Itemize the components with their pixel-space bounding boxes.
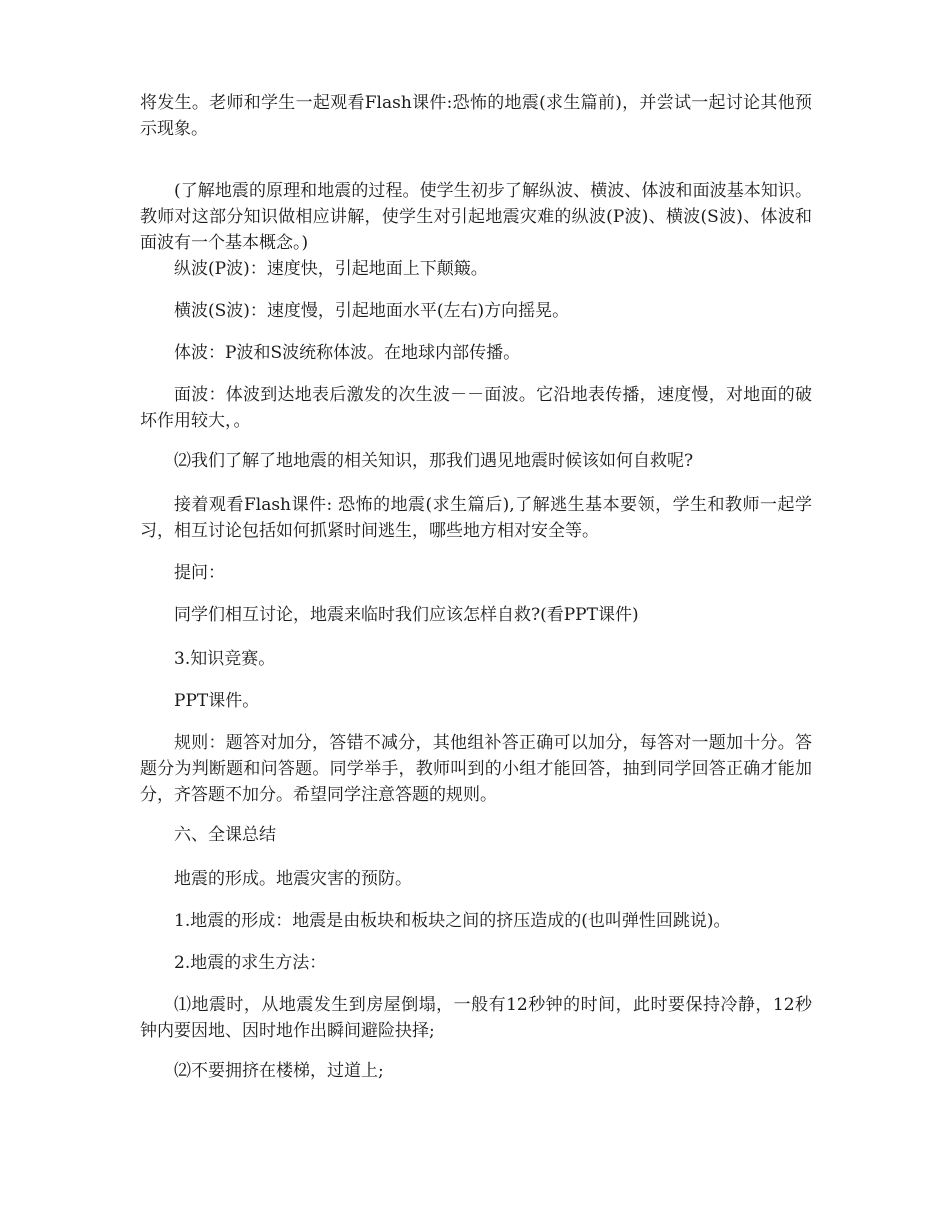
- paragraph-s-wave: 横波(S波)：速度慢，引起地面水平(左右)方向摇晃。: [174, 301, 570, 321]
- paragraph-p-wave: 纵波(P波)：速度快，引起地面上下颠簸。: [174, 259, 488, 279]
- paragraph-twelve-seconds: ⑴地震时，从地震发生到房屋倒塌，一般有12秒钟的时间，此时要保持冷静，12秒钟内要因地、因时地作出瞬间避险抉择;: [140, 995, 812, 1041]
- paragraph-stairs: ⑵不要拥挤在楼梯，过道上;: [174, 1061, 384, 1081]
- paragraph-formation: 1.地震的形成：地震是由板块和板块之间的挤压造成的(也叫弹性回跳说)。: [174, 911, 731, 931]
- paragraph-summary-topics: 地震的形成。地震灾害的预防。: [174, 869, 412, 889]
- paragraph-rules: 规则：题答对加分，答错不减分，其他组补答正确可以加分，每答对一题加十分。答题分为判断题和问答题。同学举手，教师叫到的小组才能回答，抽到同学回答正确才能加分，齐答题不加分。希望同学注意答题的规则。: [140, 733, 812, 805]
- paragraph-self-rescue-question: ⑵我们了解了地地震的相关知识，那我们遇见地震时候该如何自救呢?: [174, 451, 694, 471]
- paragraph-body-wave: 体波：P波和S波统称体波。在地球内部传播。: [174, 343, 521, 363]
- paragraph-flash-after: 接着观看Flash课件: 恐怖的地震(求生篇后),了解逃生基本要领，学生和教师一起学习，相互讨论包括如何抓紧时间逃生，哪些地方相对安全等。: [140, 495, 812, 541]
- paragraph-continuation: 将发生。老师和学生一起观看Flash课件:恐怖的地震(求生篇前)，并尝试一起讨论其他预示现象。: [140, 93, 812, 139]
- paragraph-survival-methods: 2.地震的求生方法：: [174, 953, 327, 973]
- paragraph-quiz: 3.知识竞赛。: [174, 649, 276, 669]
- paragraph-wave-intro: (了解地震的原理和地震的过程。使学生初步了解纵波、横波、体波和面波基本知识。教师对这部分知识做相应讲解，使学生对引起地震灾难的纵波(P波)、横波(S波)、体波和面波有一个基本概念。): [140, 181, 812, 253]
- paragraph-surface-wave: 面波：体波到达地表后激发的次生波－－面波。它沿地表传播，速度慢，对地面的破坏作用较大，。: [140, 385, 812, 431]
- section-heading-summary: 六、全课总结: [174, 825, 276, 845]
- paragraph-discussion: 同学们相互讨论，地震来临时我们应该怎样自救?(看PPT课件): [174, 605, 639, 625]
- paragraph-ppt: PPT课件。: [174, 691, 260, 711]
- paragraph-question-label: 提问：: [174, 563, 225, 583]
